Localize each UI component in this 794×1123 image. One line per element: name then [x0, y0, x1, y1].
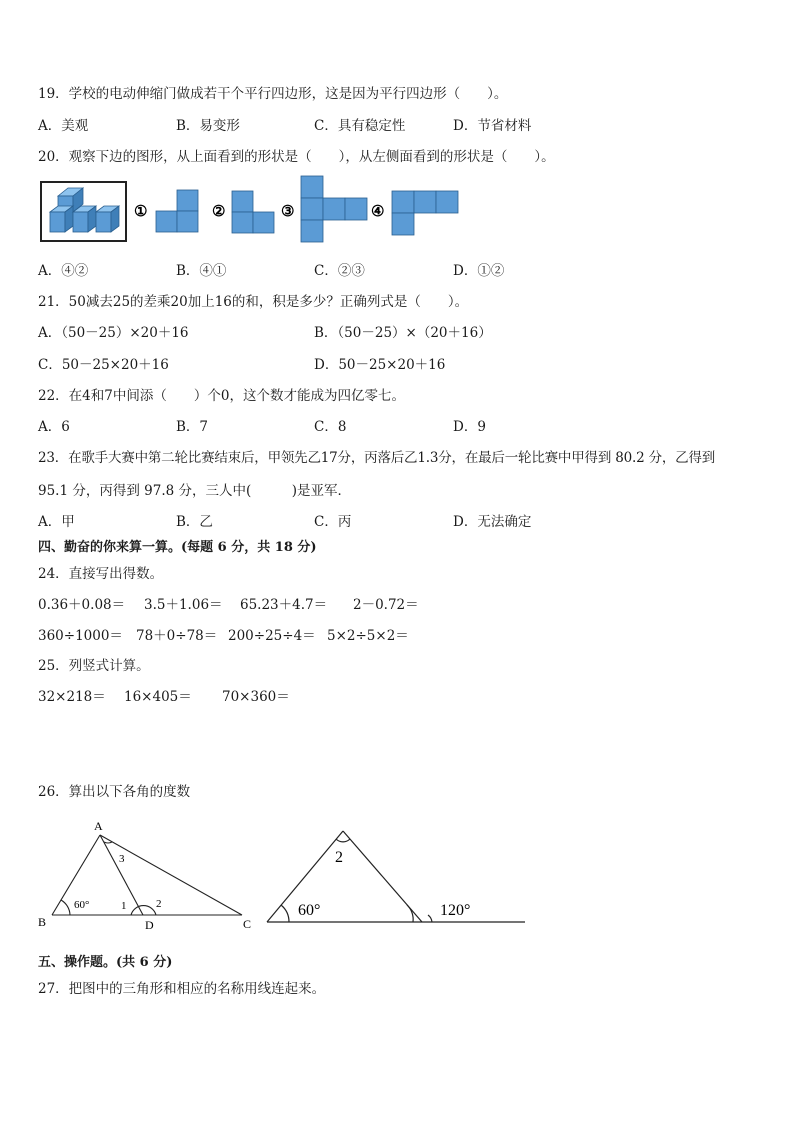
q22-option-b[interactable]: B．7 [176, 419, 209, 435]
angle-1-label: 1 [121, 900, 127, 912]
q20-option-b[interactable]: B．④① [176, 263, 227, 279]
q20-option-a[interactable]: A．④② [38, 263, 89, 279]
figure-label-1: ① [134, 204, 148, 220]
q21-option-d[interactable]: D．50－25×20＋16 [314, 357, 446, 373]
vertex-d-label: D [145, 918, 154, 932]
q22-option-a[interactable]: A．6 [38, 419, 70, 435]
q21-stem: 21．50减去25的差乘20加上16的和，积是多少？正确列式是（ ）。 [38, 294, 469, 310]
angle-60-label: 60° [298, 902, 321, 919]
q20-option-c[interactable]: C．②③ [314, 263, 365, 279]
section5-title: 五、操作题。(共 6 分) [38, 955, 173, 970]
view-figure-4 [392, 191, 458, 235]
q24-item: 3.5＋1.06＝ [144, 597, 223, 613]
cube-stack-figure [41, 182, 126, 241]
q24-item: 0.36＋0.08＝ [38, 597, 126, 613]
angle-3-label: 3 [119, 853, 125, 865]
q24-stem: 24．直接写出得数。 [38, 566, 164, 582]
angle-120-label: 120° [440, 902, 471, 919]
q19-option-b[interactable]: B．易变形 [176, 118, 240, 134]
q23-option-c[interactable]: C．丙 [314, 514, 352, 530]
q25-item: 16×405＝ [124, 689, 192, 705]
angle-2-label: 2 [335, 849, 343, 866]
q21-option-c[interactable]: C．50－25×20＋16 [38, 357, 169, 373]
figure-label-2: ② [212, 204, 226, 220]
view-figure-1 [156, 190, 198, 232]
q25-item: 32×218＝ [38, 689, 106, 705]
angle-60-label: 60° [74, 899, 90, 911]
q24-item: 5×2÷5×2＝ [327, 628, 409, 644]
q26-triangle-figures [0, 815, 560, 935]
q24-item: 200÷25÷4＝ [228, 628, 316, 644]
vertex-b-label: B [38, 915, 47, 929]
section4-title: 四、勤奋的你来算一算。(每题 6 分，共 18 分) [38, 540, 317, 555]
q22-stem: 22．在4和7中间添（ ）个0，这个数才能成为四亿零七。 [38, 388, 405, 404]
q23-option-a[interactable]: A．甲 [38, 514, 75, 530]
q19-option-a[interactable]: A．美观 [38, 118, 89, 134]
q24-item: 360÷1000＝ [38, 628, 123, 644]
q23-option-d[interactable]: D．无法确定 [453, 514, 532, 530]
figure-label-4: ④ [371, 204, 385, 220]
q19-option-d[interactable]: D．节省材料 [453, 118, 532, 134]
angle-2-label: 2 [156, 898, 162, 910]
q20-stem: 20．观察下边的图形，从上面看到的形状是（ ），从左侧面看到的形状是（ ）。 [38, 149, 555, 165]
q21-option-a[interactable]: A．（50－25）×20＋16 [38, 325, 189, 341]
q26-stem: 26．算出以下各角的度数 [38, 784, 191, 800]
vertex-c-label: C [243, 917, 252, 931]
view-figure-3 [301, 176, 367, 242]
q19-option-c[interactable]: C．具有稳定性 [314, 118, 406, 134]
q21-option-b[interactable]: B．（50－25）×（20＋16） [314, 325, 492, 341]
q20-figures [36, 174, 476, 246]
vertex-a-label: A [94, 819, 103, 833]
q25-stem: 25．列竖式计算。 [38, 658, 150, 674]
q25-item: 70×360＝ [222, 689, 290, 705]
q27-stem: 27．把图中的三角形和相应的名称用线连起来。 [38, 981, 326, 997]
view-figure-2 [232, 191, 274, 233]
q23-stem-line1: 23．在歌手大赛中第二轮比赛结束后，甲领先乙17分，丙落后乙1.3分，在最后一轮比赛中甲得到 80.2 分，乙得到 [38, 450, 716, 466]
q23-option-b[interactable]: B．乙 [176, 514, 213, 530]
q24-item: 78＋0÷78＝ [136, 628, 218, 644]
q23-stem-line2: 95.1 分，丙得到 97.8 分，三人中( )是亚军． [38, 483, 352, 499]
q20-option-d[interactable]: D．①② [453, 263, 505, 279]
q24-item: 65.23＋4.7＝ [240, 597, 328, 613]
q19-stem: 19．学校的电动伸缩门做成若干个平行四边形，这是因为平行四边形（ ）。 [38, 86, 508, 102]
q22-option-d[interactable]: D．9 [453, 419, 486, 435]
q22-option-c[interactable]: C．8 [314, 419, 347, 435]
q24-item: 2－0.72＝ [353, 597, 419, 613]
figure-label-3: ③ [281, 204, 295, 220]
